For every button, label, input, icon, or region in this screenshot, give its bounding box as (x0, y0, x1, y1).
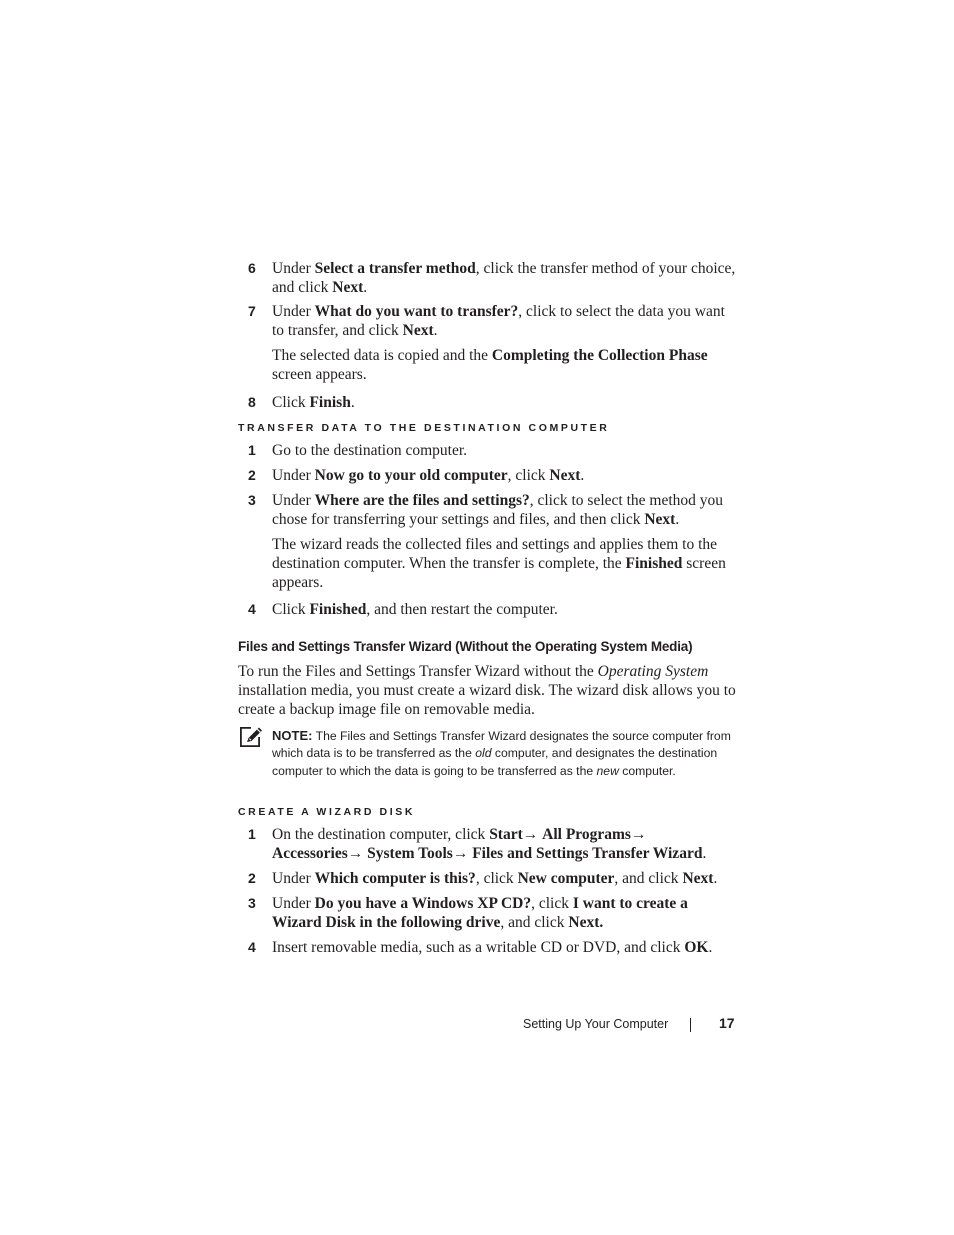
footer-chapter-title: Setting Up Your Computer (523, 1017, 669, 1031)
step-number: 1 (248, 442, 256, 458)
pencil-note-icon (239, 726, 263, 748)
footer-divider (690, 1018, 691, 1032)
page-number: 17 (719, 1015, 735, 1031)
step-number: 4 (248, 939, 256, 955)
note-callout: NOTE: The Files and Settings Transfer Wizard designates the source computer from which data is to be transferred as the old computer, and designates the destination computer to which the data is going to be transferred as the new computer. (272, 728, 731, 778)
step-text: Under Which computer is this?, click New computer, and click Next. (272, 870, 718, 887)
step-note-paragraph: The selected data is copied and the Completing the Collection Phase screen appears. (272, 347, 708, 383)
step-number: 4 (248, 601, 256, 617)
step-number: 3 (248, 492, 256, 508)
step-text: Click Finish. (272, 394, 355, 411)
step-text: Under Where are the files and settings?, click to select the method you chose for transferring your settings and files, and then click Next. (272, 492, 724, 528)
step-number: 1 (248, 826, 256, 842)
intro-paragraph: To run the Files and Settings Transfer Wizard without the Operating System installation media, you must create a wizard disk. The wizard disk allows you to create a backup image file on removable media. (238, 663, 736, 718)
step-number: 8 (248, 394, 256, 410)
step-text: Under Now go to your old computer, click Next. (272, 467, 585, 484)
section-heading: TRANSFER DATA TO THE DESTINATION COMPUTER (238, 422, 610, 434)
step-number: 2 (248, 870, 256, 886)
step-text: Under What do you want to transfer?, click to select the data you want to transfer, and click Next. (272, 303, 725, 339)
step-number: 6 (248, 260, 256, 276)
subsection-heading: Files and Settings Transfer Wizard (Without the Operating System Media) (238, 639, 693, 654)
step-text: Under Do you have a Windows XP CD?, click I want to create a Wizard Disk in the following drive, and click Next. (272, 895, 688, 931)
step-number: 7 (248, 303, 256, 319)
step-text: Under Select a transfer method, click the transfer method of your choice, and click Next. (272, 260, 736, 296)
step-text: Click Finished, and then restart the computer. (272, 601, 558, 618)
step-number: 3 (248, 895, 256, 911)
step-note-paragraph: The wizard reads the collected files and settings and applies them to the destination computer. When the transfer is complete, the Finished screen appears. (272, 536, 726, 591)
step-text: Insert removable media, such as a writable CD or DVD, and click OK. (272, 939, 713, 956)
step-text: Go to the destination computer. (272, 442, 468, 459)
step-number: 2 (248, 467, 256, 483)
section-heading: CREATE A WIZARD DISK (238, 806, 416, 818)
note-label: NOTE: (272, 728, 313, 743)
step-text: On the destination computer, click Start→ All Programs→ Accessories→ System Tools→ Files and Settings Transfer Wizard. (272, 826, 707, 862)
